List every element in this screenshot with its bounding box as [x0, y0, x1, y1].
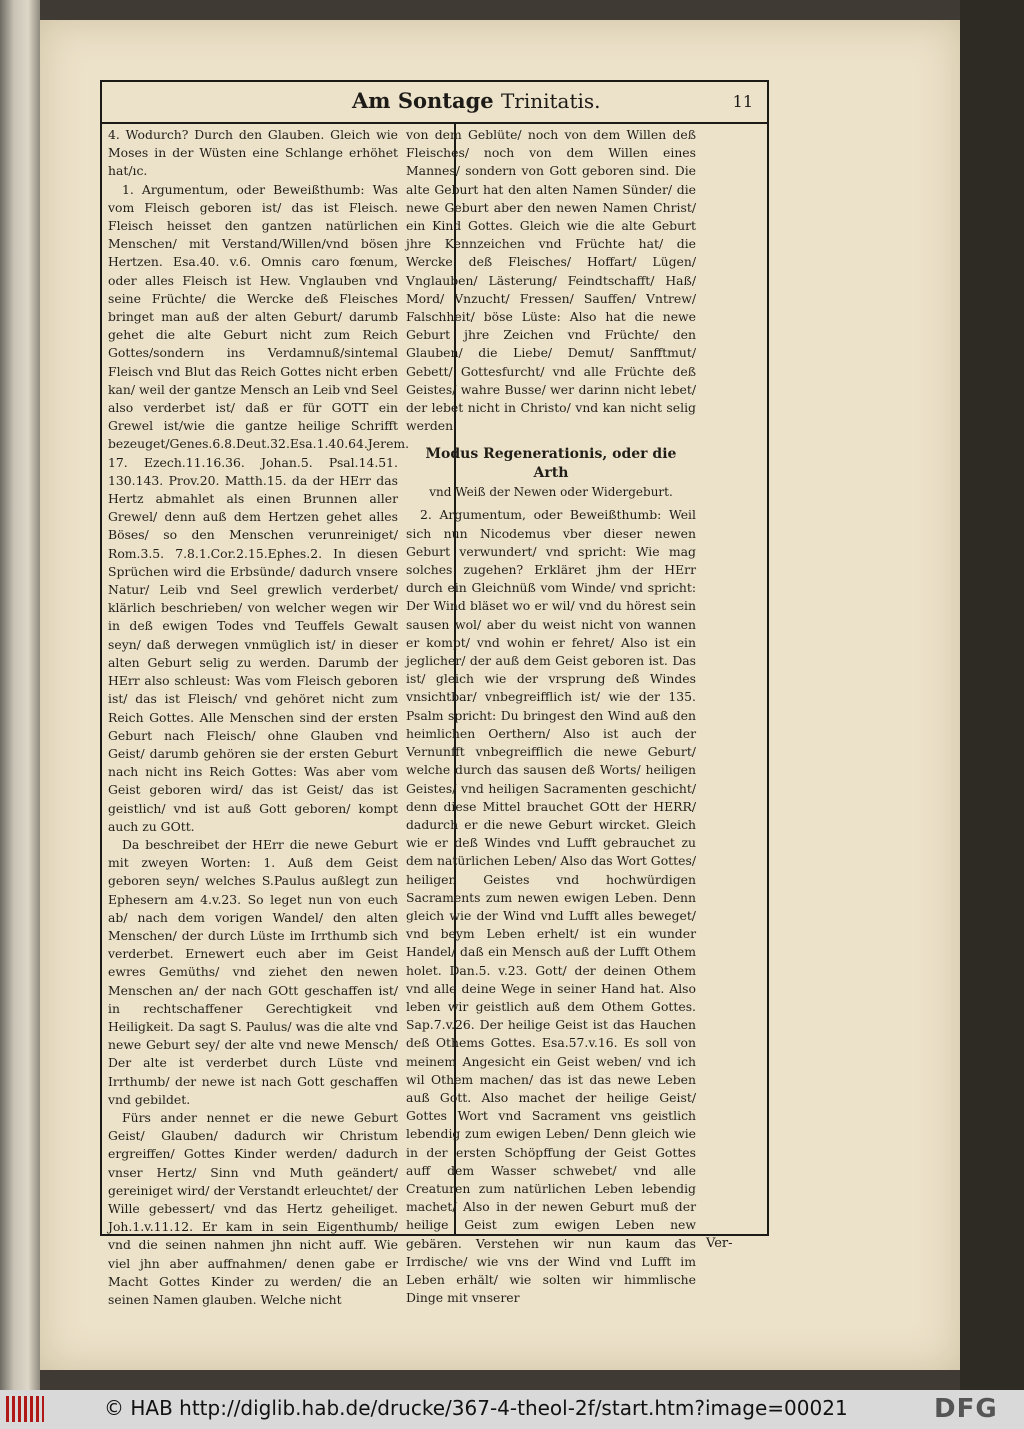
- barcode-icon: [6, 1396, 44, 1422]
- paragraph: 4. Wodurch? Durch den Glauben. Gleich wie Moses in der Wüsten eine Schlange erhöhet hat/ıc.: [108, 127, 398, 179]
- paragraph: 1. Argumentum, oder Beweißthumb: Was vom Fleisch geboren ist/ das ist Fleisch. Fleisch heisset den gantzen natürlichen Menschen/ mit Verstand/Willen/vnd bösen Hertzen. Esa.40. v.6. Omnis caro fœnum, oder alles Fleisch ist Hew. Vnglauben vnd seine Früchte/ die Wercke deß Fleisches bringet man auß der alten Geburt/ darumb gehet die alte Geburt nicht zum Reich Gottes/sondern ins Verdamnuß/sintemal Fleisch vnd Blut das Reich Gottes nicht erben kan/ weil der gantze Mensch an Leib vnd Seel also verderbet ist/ daß er für GOTT ein Grewel ist/wie die gantze heilige Schrifft bezeuget/Genes.6.8.Deut.32.Esa.1.40.64.Jerem. 17. Ezech.11.16.36. Johan.5. Psal.14.51. 130.143. Prov.20. Matth.15. da der HErr das Hertz abmahlet als einen Brunnen aller Grewel/ denn auß dem Hertzen gehet alles Böses/ so den Menschen verunreiniget/ Rom.3.5. 7.8.1.Cor.2.15.Ephes.2. In diesen Sprüchen wird die Erbsünde/ dadurch vnsere Natur/ Leib vnd Seel grewlich verderbet/ klärlich beschrieben/ von welcher wegen wir in deß ewigen Todes vnd Teuffels Gewalt seyn/ daß derwegen vnmüglich ist/ in dieser alten Geburt selig zu werden. Darumb der HErr also schleust: Was vom Fleisch geboren ist/ das ist Fleisch/ vnd gehöret nicht zum Reich Gottes. Alle Menschen sind der ersten Geburt nach Fleisch/ ohne Glauben vnd Geist/ darumb gehören sie der ersten Geburt nach nicht ins Reich Gottes: Was aber vom Geist geboren wird/ das ist Geist/ das ist geistlich/ vnd ist auß Gott geboren/ kompt auch zu GOtt.: [108, 181, 410, 834]
- running-title-latin: Trinitatis.: [500, 89, 601, 113]
- left-column: [108, 126, 410, 1309]
- section-heading-subtitle: vnd Weiß der Newen oder Widergeburt.: [429, 485, 673, 500]
- running-title-text: Am Sontage: [352, 88, 494, 113]
- right-column: [406, 126, 696, 1307]
- paragraph: von dem Geblüte/ noch von dem Willen deß Fleisches/ noch von dem Willen eines Mannes/ sondern von Gott geboren sind. Die alte Geburt hat den alten Namen Sünder/ die newe Geburt aber den newen Namen Christ/ ein Kind Gottes. Gleich wie die alte Geburt jhre Kennzeichen vnd Früchte hat/ die Wercke deß Fleisches/ Hoffart/ Lügen/ Vnglauben/ Lästerung/ Feindtschafft/ Haß/ Mord/ Vnzucht/ Fressen/ Sauffen/ Vntrew/ Falschheit/ böse Lüste: Also hat die newe Geburt jhre Zeichen vnd Früchte/ den Glauben/ die Liebe/ Demut/ Sanfftmut/ Gebett/ Gottesfurcht/ vnd alle Früchte deß Geistes/ wahre Busse/ wer darinn nicht lebet/ der lebet nicht in Christo/ vnd kan nicht selig werden.: [406, 127, 696, 434]
- catchword: Ver-: [706, 1236, 733, 1251]
- paragraph: 2. Argumentum, oder Beweißthumb: Weil sich nun Nicodemus vber dieser newen Geburt verwundert/ vnd spricht: Wie mag solches zugehen? Erkläret jhm der HErr durch ein Gleichnüß vom Winde/ vnd spricht: Der Wind bläset wo er wil/ vnd du hörest sein sausen wol/ aber du weist nicht von wannen er kompt/ vnd wohin er fehret/ Also ist ein jeglicher/ der auß dem Geist geboren ist. Das ist/ gleich wie der vrsprung deß Windes vnsichtbar/ vnbegreifflich ist/ wie der 135. Psalm spricht: Du bringest den Wind auß den heimlichen Oerthern/ Also ist auch der Vernunfft vnbegreifflich die newe Geburt/ welche durch das sausen deß Worts/ heiligen Geistes/ vnd heiligen Sacramenten geschicht/ denn diese Mittel brauchet GOtt der HERR/ dadurch er die newe Geburt wircket. Gleich wie er deß Windes vnd Lufft gebrauchet zu dem natürlichen Leben/ Also das Wort Gottes/ heiligen Geistes vnd hochwürdigen Sacraments zum newen ewigen Leben. Denn gleich wie der Wind vnd Lufft alles beweget/ vnd beym Leben erhelt/ ist ein wunder Handel/ daß ein Mensch auß der Lufft Othem holet. Dan.5. v.23. Gott/ der deinen Othem vnd alle deine Wege in seiner Hand hat. Also leben wir geistlich auß dem Othem Gottes. Sap.7.v.26. Der heilige Geist ist das Hauchen deß Othems Gottes. Esa.57.v.16. Es soll von meinem Angesicht ein Geist weben/ vnd ich wil Othem machen/ das ist das newe Leben auß Gott. Also machet der heilige Geist/ Gottes Wort vnd Sacrament vns geistlich lebendig zum ewigen Leben/ Denn gleich wie in der ersten Schöpffung der Geist Gottes auff dem Wasser schwebet/ vnd alle Creaturen zum natürlichen Leben lebendig machet/ Also in der newen Geburt muß der heilige Geist zum ewigen Leben new gebären. Verstehen wir nun kaum das Irrdische/ wie vns der Wind vnd Lufft im Leben erhält/ wie solten wir himmlische Dinge mit vnserer: [406, 507, 696, 1306]
- paragraph: Fürs ander nennet er die newe Geburt Geist/ Glauben/ dadurch wir Christum ergreiffen/ Gottes Kinder werden/ dadurch vnser Hertz/ Sinn vnd Muth geändert/ gereiniget wird/ der Verstandt erleuchtet/ der Wille gebessert/ vnd das Hertz geheiliget. Joh.1.v.11.12. Er kam in sein Eigenthumb/ vnd die seinen nahmen jhn nicht auff. Wie viel jhn aber auffnahmen/ denen gabe er Macht Gottes Kinder zu werden/ die an seinen Namen glauben. Welche nicht: [108, 1109, 398, 1307]
- section-heading: [406, 445, 696, 502]
- page-number: 11: [732, 92, 753, 111]
- dfg-logo: DFG: [934, 1394, 998, 1424]
- page-header: [102, 82, 767, 124]
- scan-background: [960, 0, 1024, 1390]
- book-spine: [0, 0, 40, 1390]
- paragraph: Da beschreibet der HErr die newe Geburt mit zweyen Worten: 1. Auß dem Geist geboren seyn/ welches S.Paulus außlegt zun Ephesern am 4.v.23. So leget nun von euch ab/ nach dem vorigen Wandel/ den alten Menschen/ der durch Lüste im Irrthumb sich verderbet. Ernewert euch aber im Geist ewres Gemüths/ vnd ziehet den newen Menschen an/ der nach GOtt geschaffen ist/ in rechtschaffener Gerechtigkeit vnd Heiligkeit. Da sagt S. Paulus/ was die alte vnd newe Geburt sey/ der alte vnd newe Mensch/ Der alte ist verderbet durch Lüste vnd Irrthumb/ der newe ist nach Gott geschaffen vnd gebildet.: [108, 836, 398, 1107]
- section-heading-title: Modus Regenerationis, oder die Arth: [425, 446, 677, 482]
- running-title: [352, 88, 601, 113]
- footer-copyright-link[interactable]: © HAB http://diglib.hab.de/drucke/367-4-theol-2f/start.htm?image=00021: [104, 1396, 848, 1420]
- book-page: [40, 20, 960, 1370]
- footer-bar: [0, 1390, 1024, 1429]
